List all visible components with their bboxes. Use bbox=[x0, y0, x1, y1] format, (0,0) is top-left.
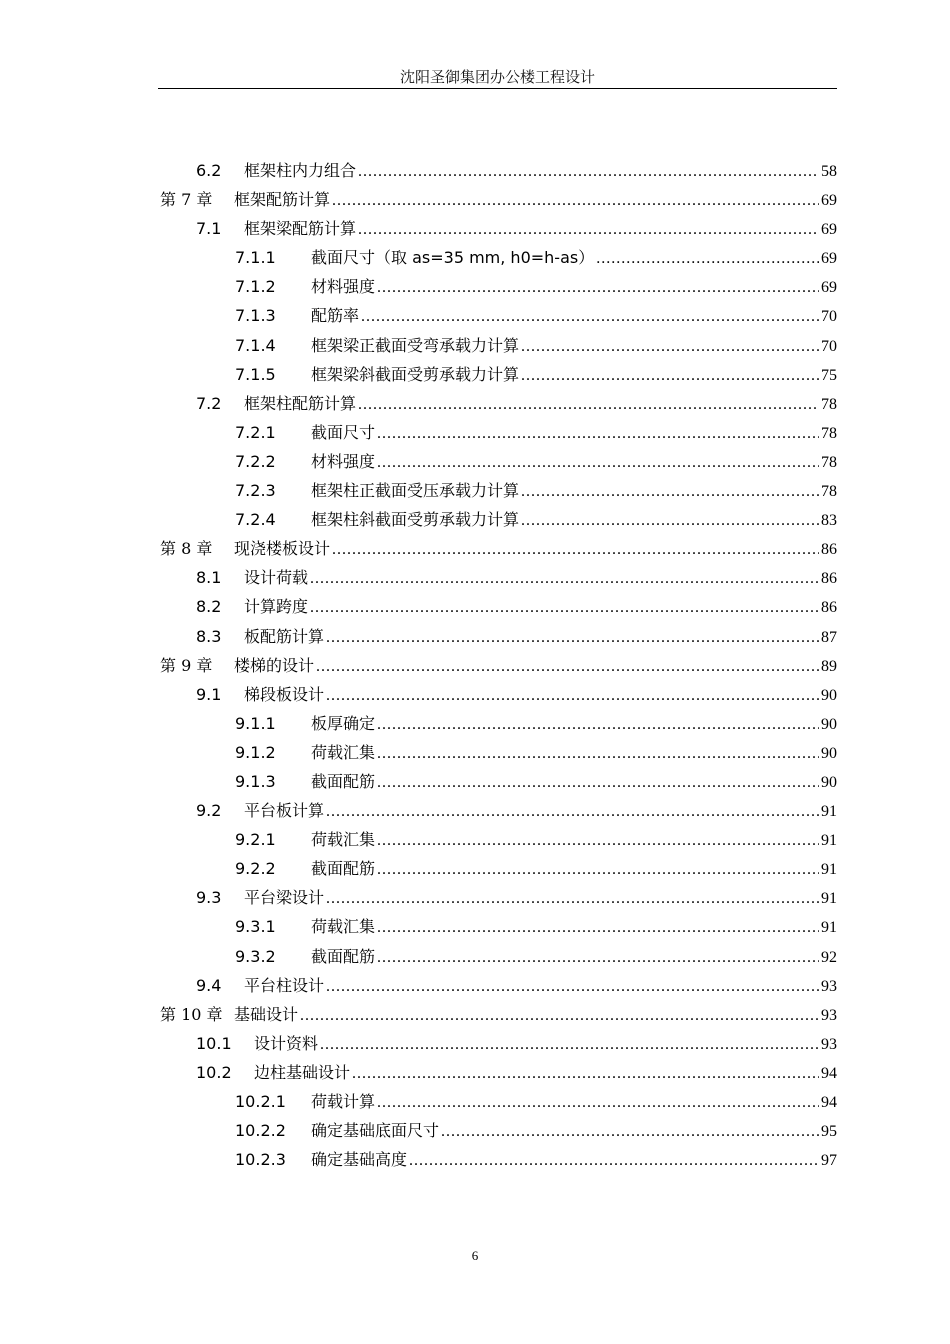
toc-entry-number: 9.1 bbox=[196, 684, 222, 704]
toc-entry-number: 7.2.2 bbox=[235, 451, 276, 471]
toc-dot-leader bbox=[377, 739, 819, 768]
toc-entry-number: 9.1.1 bbox=[235, 713, 276, 733]
toc-entry[interactable] bbox=[158, 214, 837, 243]
toc-entry-page: 91 bbox=[821, 890, 837, 908]
toc-entry-page: 90 bbox=[821, 773, 837, 791]
toc-entry[interactable] bbox=[158, 709, 837, 738]
toc-dot-leader bbox=[361, 302, 819, 331]
toc-entry-number: 8.1 bbox=[196, 568, 222, 588]
toc-entry[interactable] bbox=[158, 1058, 837, 1087]
toc-entry-number: 8.2 bbox=[196, 597, 222, 617]
toc-entry-page: 93 bbox=[821, 1035, 837, 1053]
toc-entry-page: 93 bbox=[821, 1006, 837, 1024]
toc-entry-title: 框架柱内力组合 bbox=[244, 161, 357, 180]
toc-entry-title: 荷载汇集 bbox=[311, 830, 376, 850]
toc-entry-number: 7.1.2 bbox=[235, 277, 276, 297]
toc-entry[interactable] bbox=[158, 476, 837, 505]
toc-dot-leader bbox=[377, 1088, 819, 1117]
toc-dot-leader bbox=[521, 477, 819, 506]
toc-entry-title: 材料强度 bbox=[311, 277, 376, 297]
toc-entry-title: 框架梁斜截面受剪承载力计算 bbox=[311, 364, 520, 384]
toc-dot-leader bbox=[332, 186, 819, 215]
toc-entry-title: 边柱基础设计 bbox=[254, 1062, 351, 1082]
toc-entry-number: 10.2.2 bbox=[235, 1121, 286, 1141]
toc-entry-title: 截面尺寸 bbox=[311, 422, 376, 442]
toc-entry-page: 78 bbox=[821, 395, 837, 413]
toc-entry-page: 58 bbox=[821, 163, 837, 180]
header-rule bbox=[158, 88, 837, 89]
toc-entry[interactable] bbox=[158, 272, 837, 301]
toc-entry-title: 板厚确定 bbox=[311, 713, 376, 733]
toc-entry[interactable] bbox=[158, 185, 837, 214]
toc-entry-title: 截面尺寸（取 as=35 mm, h0=h-as） bbox=[311, 248, 595, 268]
toc-entry[interactable] bbox=[158, 1029, 837, 1058]
toc-entry[interactable] bbox=[158, 243, 837, 272]
toc-dot-leader bbox=[326, 884, 819, 913]
toc-dot-leader bbox=[358, 390, 819, 419]
page-number: 6 bbox=[471, 1248, 479, 1263]
toc-dot-leader bbox=[358, 157, 819, 186]
toc-entry[interactable] bbox=[158, 767, 837, 796]
toc-entry-number: 9.2 bbox=[196, 801, 222, 821]
toc-entry[interactable] bbox=[158, 1000, 837, 1029]
toc-entry-page: 78 bbox=[821, 453, 837, 471]
toc-dot-leader bbox=[316, 652, 819, 681]
toc-entry[interactable] bbox=[158, 418, 837, 447]
toc-dot-leader bbox=[300, 1001, 819, 1030]
toc-entry-number: 9.1.3 bbox=[235, 771, 276, 791]
toc-entry-title: 配筋率 bbox=[311, 306, 360, 326]
toc-entry-number: 9.1.2 bbox=[235, 742, 276, 762]
toc-entry-number: 7.2.1 bbox=[235, 422, 276, 442]
toc-entry[interactable] bbox=[158, 156, 837, 185]
toc-entry[interactable] bbox=[158, 360, 837, 389]
toc-entry-title: 截面配筋 bbox=[311, 946, 376, 966]
toc-entry[interactable] bbox=[158, 301, 837, 330]
toc-entry-page: 91 bbox=[821, 803, 837, 821]
toc-entry-number: 9.2.1 bbox=[235, 830, 276, 850]
toc-dot-leader bbox=[521, 332, 819, 361]
toc-entry-number: 10.1 bbox=[196, 1033, 232, 1053]
toc-entry-number: 7.2.3 bbox=[235, 481, 276, 501]
toc-entry[interactable] bbox=[158, 680, 837, 709]
toc-entry-number: 9.3 bbox=[196, 888, 222, 908]
toc-entry-page: 86 bbox=[821, 541, 837, 559]
toc-dot-leader bbox=[596, 244, 819, 273]
toc-entry-number: 10.2 bbox=[196, 1062, 232, 1082]
toc-entry-number: 9.4 bbox=[196, 975, 222, 995]
toc-entry-page: 90 bbox=[821, 715, 837, 733]
toc-entry-page: 94 bbox=[821, 1094, 837, 1111]
toc-entry[interactable] bbox=[158, 796, 837, 825]
toc-entry[interactable] bbox=[158, 1116, 837, 1145]
toc-entry-title: 平台板计算 bbox=[244, 801, 325, 821]
toc-entry-number: 9.3.2 bbox=[235, 946, 276, 966]
toc-dot-leader bbox=[377, 913, 819, 942]
toc-dot-leader bbox=[326, 623, 819, 652]
toc-dot-leader bbox=[358, 215, 819, 244]
toc-entry-title: 材料强度 bbox=[311, 451, 376, 471]
toc-entry[interactable] bbox=[158, 1087, 837, 1116]
toc-entry-title: 框架柱斜截面受剪承载力计算 bbox=[311, 510, 520, 530]
table-of-contents bbox=[158, 156, 837, 1174]
toc-entry-page: 78 bbox=[821, 424, 837, 442]
toc-entry-number: 9.3.1 bbox=[235, 917, 276, 937]
toc-entry-page: 86 bbox=[821, 570, 837, 588]
toc-dot-leader bbox=[441, 1117, 819, 1146]
toc-entry-title: 荷载计算 bbox=[311, 1092, 376, 1111]
toc-entry[interactable] bbox=[158, 592, 837, 621]
toc-entry-page: 83 bbox=[821, 512, 837, 530]
toc-entry-page: 95 bbox=[821, 1123, 837, 1141]
toc-entry[interactable] bbox=[158, 447, 837, 476]
toc-dot-leader bbox=[320, 1030, 819, 1059]
toc-entry[interactable] bbox=[158, 505, 837, 534]
toc-entry-number: 10.2.1 bbox=[235, 1092, 286, 1111]
toc-dot-leader bbox=[377, 943, 819, 972]
toc-dot-leader bbox=[521, 361, 819, 390]
toc-entry-page: 91 bbox=[821, 832, 837, 850]
toc-entry-title: 荷载汇集 bbox=[311, 742, 376, 762]
toc-entry-page: 89 bbox=[821, 657, 837, 675]
toc-entry-number: 7.2 bbox=[196, 393, 222, 413]
toc-entry-number: 第 7 章 bbox=[160, 190, 213, 210]
toc-entry-page: 70 bbox=[821, 308, 837, 326]
toc-entry-page: 78 bbox=[821, 483, 837, 501]
toc-entry-title: 板配筋计算 bbox=[244, 626, 325, 646]
toc-entry-title: 截面配筋 bbox=[311, 771, 376, 791]
toc-entry-number: 7.1.5 bbox=[235, 364, 276, 384]
toc-dot-leader bbox=[377, 419, 819, 448]
toc-dot-leader bbox=[326, 972, 819, 1001]
toc-entry-page: 69 bbox=[821, 192, 837, 210]
toc-entry-title: 梯段板设计 bbox=[244, 684, 325, 704]
toc-entry-title: 框架柱正截面受压承载力计算 bbox=[311, 481, 520, 501]
toc-entry-title: 楼梯的设计 bbox=[234, 655, 315, 675]
toc-entry-number: 7.1.4 bbox=[235, 335, 276, 355]
toc-dot-leader bbox=[377, 826, 819, 855]
toc-entry[interactable] bbox=[158, 942, 837, 971]
toc-entry-title: 基础设计 bbox=[234, 1004, 299, 1024]
toc-entry-page: 91 bbox=[821, 861, 837, 879]
toc-entry-title: 荷载汇集 bbox=[311, 917, 376, 937]
toc-entry-title: 设计资料 bbox=[254, 1033, 319, 1053]
toc-entry-page: 90 bbox=[821, 744, 837, 762]
toc-entry-page: 91 bbox=[821, 919, 837, 937]
toc-entry[interactable] bbox=[158, 825, 837, 854]
toc-entry-page: 86 bbox=[821, 599, 837, 617]
toc-dot-leader bbox=[377, 855, 819, 884]
toc-entry-page: 75 bbox=[821, 366, 837, 384]
toc-entry[interactable] bbox=[158, 563, 837, 592]
toc-entry[interactable] bbox=[158, 389, 837, 418]
toc-dot-leader bbox=[377, 710, 819, 739]
toc-entry-title: 确定基础高度 bbox=[311, 1150, 408, 1170]
toc-entry-title: 计算跨度 bbox=[244, 597, 309, 617]
toc-entry-page: 92 bbox=[821, 948, 837, 966]
toc-entry[interactable] bbox=[158, 912, 837, 941]
toc-dot-leader bbox=[326, 681, 819, 710]
toc-entry-title: 平台梁设计 bbox=[244, 888, 325, 908]
toc-entry-title: 截面配筋 bbox=[311, 859, 376, 879]
toc-entry-number: 7.1.1 bbox=[235, 248, 276, 268]
toc-entry-title: 确定基础底面尺寸 bbox=[311, 1121, 440, 1141]
toc-entry-page: 87 bbox=[821, 628, 837, 646]
toc-entry[interactable] bbox=[158, 883, 837, 912]
toc-dot-leader bbox=[409, 1146, 819, 1175]
toc-dot-leader bbox=[352, 1059, 819, 1088]
toc-entry-number: 7.1 bbox=[196, 219, 222, 239]
toc-entry[interactable] bbox=[158, 854, 837, 883]
toc-entry-page: 97 bbox=[821, 1152, 837, 1170]
toc-entry-page: 90 bbox=[821, 686, 837, 704]
toc-entry-page: 69 bbox=[821, 221, 837, 239]
toc-entry-number: 第 9 章 bbox=[160, 655, 213, 675]
toc-dot-leader bbox=[377, 448, 819, 477]
toc-entry-title: 现浇楼板设计 bbox=[234, 539, 331, 559]
toc-dot-leader bbox=[310, 564, 819, 593]
toc-entry-number: 6.2 bbox=[196, 161, 222, 180]
toc-entry-page: 94 bbox=[821, 1064, 837, 1082]
toc-entry-number: 8.3 bbox=[196, 626, 222, 646]
toc-entry[interactable] bbox=[158, 971, 837, 1000]
toc-entry-title: 平台柱设计 bbox=[244, 975, 325, 995]
toc-entry-page: 70 bbox=[821, 337, 837, 355]
running-header: 沈阳圣御集团办公楼工程设计 bbox=[399, 68, 595, 86]
toc-dot-leader bbox=[326, 797, 819, 826]
toc-entry-page: 93 bbox=[821, 977, 837, 995]
toc-entry-title: 框架梁正截面受弯承载力计算 bbox=[311, 335, 520, 355]
toc-entry-page: 69 bbox=[821, 250, 837, 268]
toc-entry[interactable] bbox=[158, 534, 837, 563]
toc-entry-title: 框架配筋计算 bbox=[234, 190, 331, 210]
toc-entry-number: 7.1.3 bbox=[235, 306, 276, 326]
toc-entry-title: 框架柱配筋计算 bbox=[244, 393, 357, 413]
toc-entry[interactable] bbox=[158, 622, 837, 651]
toc-entry-number: 7.2.4 bbox=[235, 510, 276, 530]
toc-entry[interactable] bbox=[158, 651, 837, 680]
toc-entry-page: 69 bbox=[821, 279, 837, 297]
toc-entry-title: 框架梁配筋计算 bbox=[244, 219, 357, 239]
toc-dot-leader bbox=[332, 535, 819, 564]
toc-entry[interactable] bbox=[158, 738, 837, 767]
toc-dot-leader bbox=[310, 593, 819, 622]
toc-entry-number: 第 8 章 bbox=[160, 539, 213, 559]
toc-entry-number: 10.2.3 bbox=[235, 1150, 286, 1170]
toc-entry-number: 9.2.2 bbox=[235, 859, 276, 879]
toc-dot-leader bbox=[521, 506, 819, 535]
toc-entry-title: 设计荷载 bbox=[244, 568, 309, 588]
toc-entry[interactable] bbox=[158, 331, 837, 360]
toc-dot-leader bbox=[377, 768, 819, 797]
toc-dot-leader bbox=[377, 273, 819, 302]
toc-entry[interactable] bbox=[158, 1145, 837, 1174]
toc-entry-number: 第 10 章 bbox=[160, 1004, 223, 1024]
